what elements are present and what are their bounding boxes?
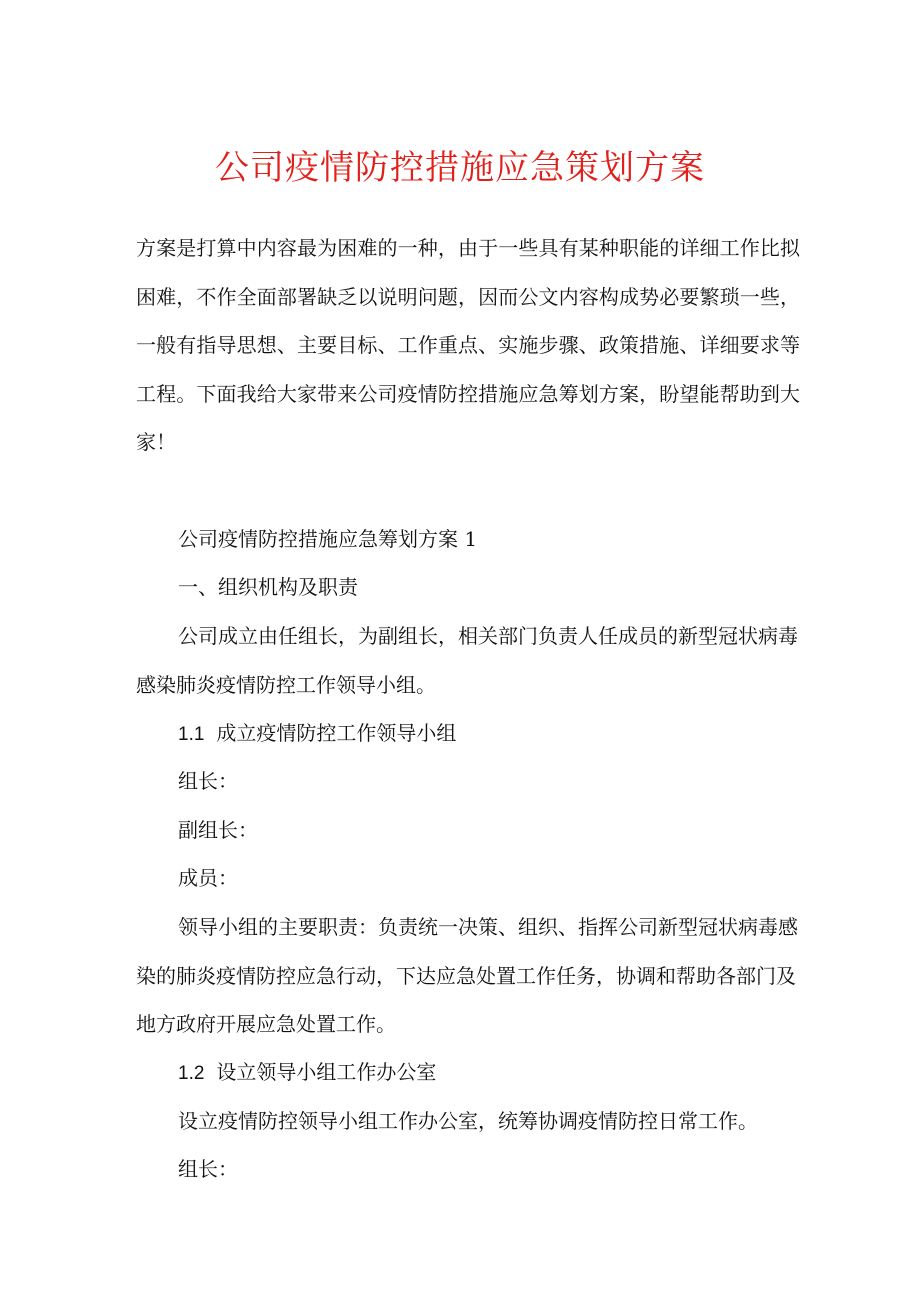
section-heading: 公司疫情防控措施应急筹划方案 1 (178, 527, 478, 551)
item-1-2 (136, 1048, 800, 1099)
intro-paragraph: 方案是打算中内容最为困难的一种，由于一些具有某种职能的详细工作比拟困难，不作全面部署缺乏以说明问题，因而公文内容构成势必要繁琐一些，一般有指导思想、主要目标、工作重点、实施步骤、政策措施、详细要求等工程。下面我给大家带来公司疫情防控措施应急筹划方案，盼望能帮助到大家！ (136, 236, 800, 454)
item-text: 设立领导小组工作办公室 (216, 1060, 437, 1084)
item-number: 1.1 (178, 724, 205, 745)
document-title: 公司疫情防控措施应急策划方案 (215, 148, 705, 188)
paragraph-organization: 公司成立由任组长，为副组长，相关部门负责人任成员的新型冠状病毒感染肺炎疫情防控工作领导小组。 (136, 624, 798, 697)
paragraph-office: 设立疫情防控领导小组工作办公室，统筹协调疫情防控日常工作。 (178, 1109, 758, 1133)
leader-label-office: 组长： (178, 1157, 238, 1181)
deputy-leader-label: 副组长： (178, 818, 258, 842)
item-number: 1.2 (178, 1063, 205, 1084)
member-label: 成员： (178, 866, 238, 890)
leader-label: 组长： (178, 769, 238, 793)
item-1-1 (136, 709, 800, 760)
paragraph-duty: 领导小组的主要职责：负责统一决策、组织、指挥公司新型冠状病毒感染的肺炎疫情防控应急行动，下达应急处置工作任务，协调和帮助各部门及地方政府开展应急处置工作。 (136, 915, 798, 1036)
sub-heading-organization: 一、组织机构及职责 (178, 575, 358, 599)
item-text: 成立疫情防控工作领导小组 (216, 721, 457, 745)
